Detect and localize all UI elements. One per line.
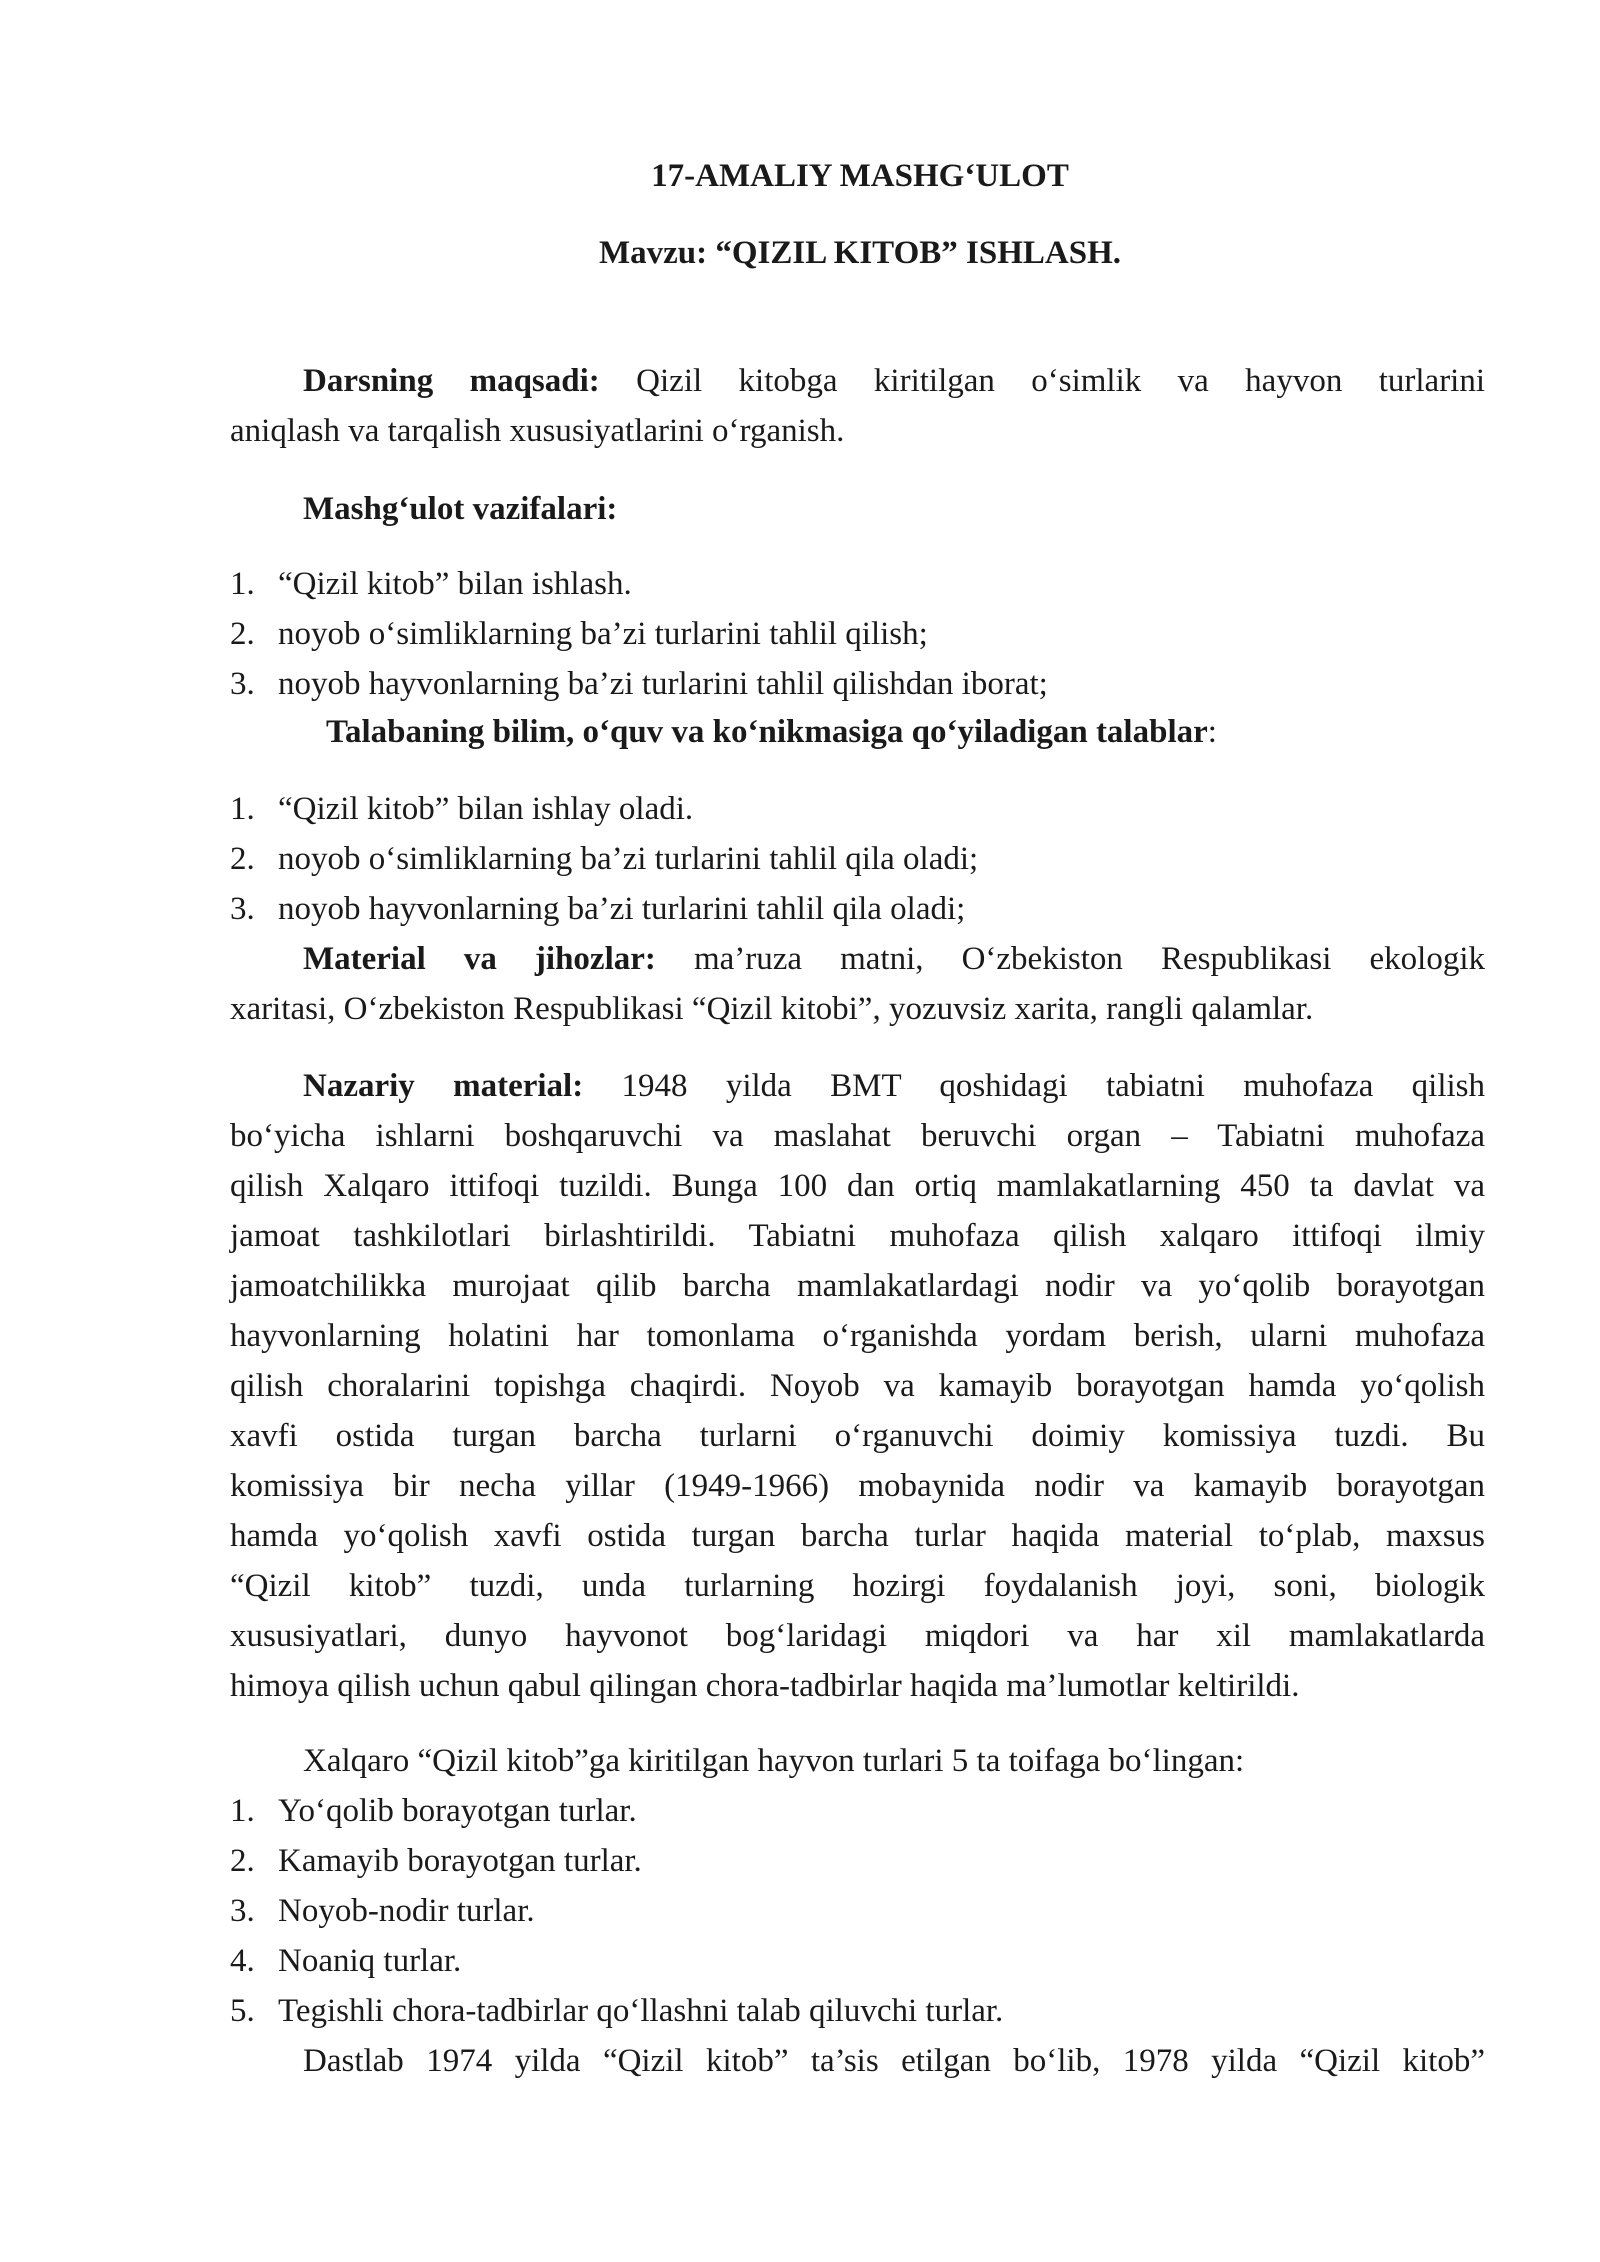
- list-item: 2. noyob o‘simliklarning ba’zi turlarini tahlil qila oladi;: [230, 841, 979, 877]
- theory-last-line: himoya qilish uchun qabul qilingan chora-tadbirlar haqida ma’lumotlar keltirildi.: [230, 1668, 1300, 1704]
- list-item: 5. Tegishli chora-tadbirlar qo‘llashni talab qiluvchi turlar.: [230, 1993, 1004, 2029]
- theory-label: Nazariy material:: [303, 1068, 584, 1104]
- list-item: 4. Noaniq turlar.: [230, 1943, 462, 1979]
- list-item: 1. “Qizil kitob” bilan ishlay oladi.: [230, 791, 694, 827]
- theory-line: hamda yo‘qolish xavfi ostida turgan barcha turlar haqida material to‘plab, maxsus: [230, 1518, 1485, 1554]
- list-item: 2. noyob o‘simliklarning ba’zi turlarini tahlil qilish;: [230, 616, 928, 652]
- list-item: 1. Yo‘qolib borayotgan turlar.: [230, 1793, 637, 1829]
- requirements-heading: Talabaning bilim, o‘quv va ko‘nikmasiga qo‘yiladigan talablar:: [326, 714, 1217, 750]
- theory-line: “Qizil kitob” tuzdi, unda turlarning hozirgi foydalanish joyi, soni, biologik: [230, 1568, 1485, 1604]
- closing-line: Dastlab 1974 yilda “Qizil kitob” ta’sis etilgan bo‘lib, 1978 yilda “Qizil kitob”: [303, 2043, 1485, 2079]
- theory-line: jamoatchilikka murojaat qilib barcha mamlakatlardagi nodir va yo‘qolib borayotgan: [230, 1268, 1485, 1304]
- theory-line: hayvonlarning holatini har tomonlama o‘rganishda yordam berish, ularni muhofaza: [230, 1318, 1485, 1354]
- list-item: 1. “Qizil kitob” bilan ishlash.: [230, 566, 632, 602]
- list-item: 2. Kamayib borayotgan turlar.: [230, 1843, 642, 1879]
- theory-line-1: Nazariy material: 1948 yilda BMT qoshidagi tabiatni muhofaza qilish: [303, 1068, 1485, 1104]
- list-item: 3. noyob hayvonlarning ba’zi turlarini tahlil qila oladi;: [230, 891, 966, 927]
- theory-line: qilish Xalqaro ittifoqi tuzildi. Bunga 100 dan ortiq mamlakatlarning 450 ta davlat va: [230, 1168, 1485, 1204]
- materials-line-1: Material va jihozlar: ma’ruza matni, O‘zbekiston Respublikasi ekologik: [303, 941, 1486, 977]
- theory-line: jamoat tashkilotlari birlashtirildi. Tabiatni muhofaza qilish xalqaro ittifoqi ilmiy: [230, 1218, 1485, 1254]
- theory-line: xususiyatlari, dunyo hayvonot bog‘laridagi miqdori va har xil mamlakatlarda: [230, 1618, 1485, 1654]
- theory-line: xavfi ostida turgan barcha turlarni o‘rganuvchi doimiy komissiya tuzdi. Bu: [230, 1418, 1485, 1454]
- theory-line: komissiya bir necha yillar (1949-1966) mobaynida nodir va kamayib borayotgan: [230, 1468, 1485, 1504]
- list-item: 3. noyob hayvonlarning ba’zi turlarini tahlil qilishdan iborat;: [230, 666, 1048, 702]
- materials-label: Material va jihozlar:: [303, 941, 656, 977]
- goal-text-1: Qizil kitobga kiritilgan o‘simlik va hayvon turlarini: [636, 363, 1486, 399]
- page-title: 17-AMALIY MASHG‘ULOT: [651, 158, 1069, 194]
- list-item: 3. Noyob-nodir turlar.: [230, 1893, 535, 1929]
- tasks-heading: Mashg‘ulot vazifalari:: [303, 491, 618, 527]
- goal-paragraph-line-1: [303, 365, 1485, 398]
- goal-text-2: aniqlash va tarqalish xususiyatlarini o‘rganish.: [230, 413, 845, 449]
- page-subtitle: Mavzu: “QIZIL KITOB” ISHLASH.: [598, 235, 1122, 271]
- categories-intro: Xalqaro “Qizil kitob”ga kiritilgan hayvon turlari 5 ta toifaga bo‘lingan:: [303, 1743, 1245, 1779]
- goal-label: Darsning maqsadi:: [303, 363, 600, 399]
- theory-line: qilish choralarini topishga chaqirdi. Noyob va kamayib borayotgan hamda yo‘qolish: [230, 1368, 1485, 1404]
- theory-line: bo‘yicha ishlarni boshqaruvchi va maslahat beruvchi organ – Tabiatni muhofaza: [230, 1118, 1485, 1154]
- materials-line-2: xaritasi, O‘zbekiston Respublikasi “Qizil kitobi”, yozuvsiz xarita, rangli qalamlar.: [230, 991, 1314, 1027]
